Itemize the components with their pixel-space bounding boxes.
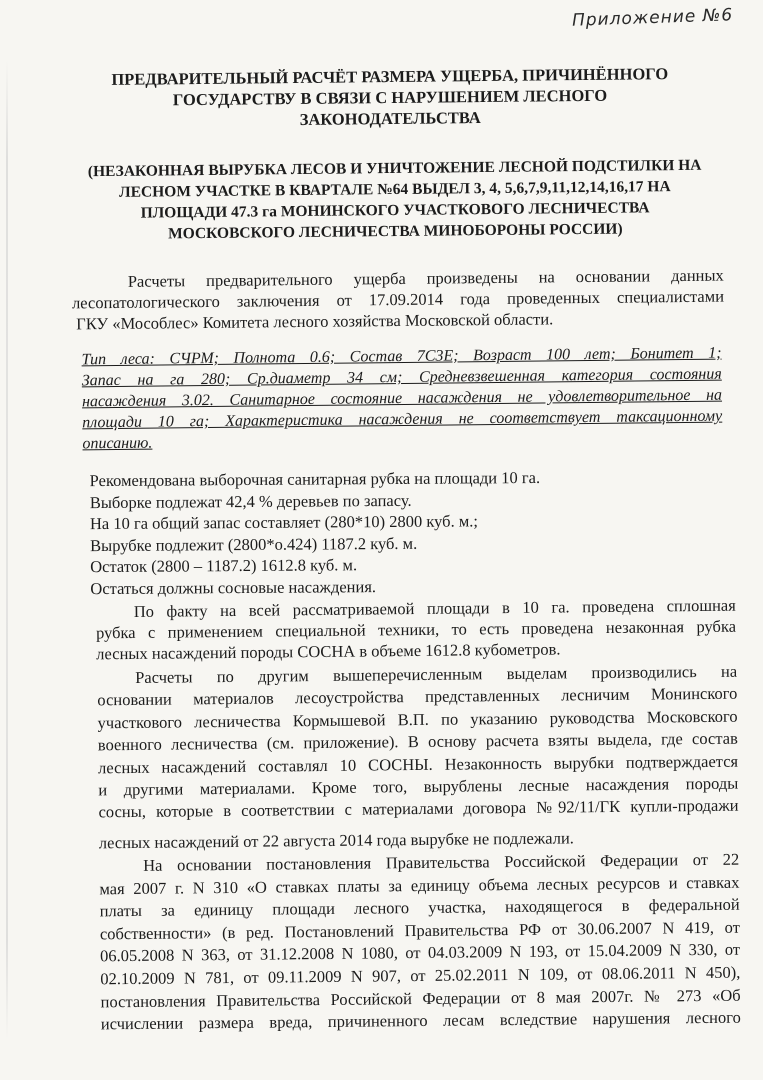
basis-paragraph (99, 849, 741, 1036)
scan-edge-artifact (6, 60, 8, 1040)
subtitle-line: ПЛОЩАДИ 47.3 га МОНИНСКОГО УЧАСТКОВОГО ЛЕСНИЧЕСТВА (140, 199, 650, 222)
list-item: Рекомендована выборочная санитарная рубка на площади 10 га. (89, 467, 541, 491)
forest-line: Тип леса: СЧРМ; Полнота 0.6; Состав 7С3Е; Возраст 100 лет; Бонитет 1; (81, 344, 722, 369)
intro-paragraph (72, 265, 725, 335)
list-item: На 10 га общий запас составляет (280*10) 2800 куб. м.; (89, 511, 479, 534)
paragraph-line: постановления Правительства Российской Федерации от 8 мая 2007г. № 273 «Об (100, 985, 741, 1011)
subtitle-line: МОСКОВСКОГО ЛЕСНИЧЕСТВА МИНОБОРОНЫ РОССИИ) (167, 220, 623, 243)
title-line: ПРЕДВАРИТЕЛЬНЫЙ РАСЧЁТ РАЗМЕРА УЩЕРБА, ПРИЧИНЁННОГО (111, 64, 669, 89)
paragraph-line: лесных насаждений от 22 августа 2014 года вырубке не подлежали. (98, 828, 574, 853)
title-line: ЗАКОНОДАТЕЛЬСТВА (299, 108, 481, 129)
forest-line: площади 10 га; Характеристика насаждения не соответствует таксационному (82, 407, 723, 432)
paragraph-line: собственности» (в ред. Постановлений Правительства РФ от 30.06.2007 N 419, от (99, 917, 740, 944)
calc-paragraph (97, 661, 739, 855)
calculation-list (90, 466, 691, 599)
subtitle-line: (НЕЗАКОННАЯ ВЫРУБКА ЛЕСОВ И УНИЧТОЖЕНИЕ ЛЕСНОЙ ПОДСТИЛКИ НА (87, 156, 702, 181)
paragraph-line: сосны, которые в соответствии с материалами договора №92/11/ГК купли-продажи (98, 796, 739, 822)
paragraph-line: участкового лесничества Кормышевой В.П. по указанию руководства Московского (97, 706, 738, 733)
title-line: ГОСУДАРСТВУ В СВЯЗИ С НАРУШЕНИЕМ ЛЕСНОГО (172, 85, 608, 110)
subtitle-line: ЛЕСНОМ УЧАСТКЕ В КВАРТАЛЕ №64 ВЫДЕЛ 3, 4, 5,6,7,9,11,12,14,16,17 НА (119, 178, 671, 201)
paragraph-line: лесопатологического заключения от 17.09.2014 года проведенных специалистами (71, 286, 725, 313)
forest-line: насаждения 3.02. Санитарное состояние насаждения не удовлетворительное на (81, 386, 723, 411)
paragraph-line: ГКУ «Мособлес» Комитета лесного хозяйства Московской области. (76, 309, 554, 334)
paragraph-line: 02.10.2009 N 781, от 09.11.2009 N 907, от 25.02.2011 N 109, от 08.06.2011 N 450), (100, 962, 741, 989)
forest-line: Запас на га 280; Ср.диаметр 34 см; Средневзвешенная категория состояния (81, 365, 722, 390)
fact-paragraph (96, 595, 737, 665)
paragraph-line: мая 2007 г. N 310 «О ставках платы за единицу объема лесных ресурсов и ставках (99, 872, 740, 898)
paragraph-line: Расчеты по другим вышеперечисленным выделам производились на (135, 661, 738, 687)
paragraph-line: и другими материалами. Кроме того, вырублены лесные насаждения породы (98, 773, 739, 800)
list-item: Остаток (2800 – 1187.2) 1612.8 куб. м. (90, 555, 358, 577)
paragraph-line: основании материалов лесоустройства представленных лесничим Монинского (97, 684, 738, 710)
paragraph-line: исчислении размера вреда, причиненного лесам вследствие нарушения лесного (100, 1007, 741, 1034)
document-subtitle (70, 155, 721, 246)
paragraph-line: На основании постановления Правительства Российской Федерации от 22 (143, 849, 740, 875)
paragraph-line: платы за единицу площади лесного участка, находящегося в федеральной (99, 894, 740, 921)
document-title (60, 63, 721, 133)
list-item: Вырубке подлежит (2800*о.424) 1187.2 куб. м. (90, 533, 418, 555)
paragraph-line: 06.05.2008 N 363, от 31.12.2008 N 1080, от 04.03.2009 N 193, от 15.04.2009 N 330, от (100, 940, 741, 966)
list-item: Остаться должны сосновые насаждения. (90, 576, 377, 598)
forest-line: описанию. (82, 434, 153, 453)
annex-label: Приложение №6 (571, 5, 734, 31)
paragraph-line: рубка с применением специальной техники, то есть проведена незаконная рубка (95, 616, 737, 643)
list-item: Выборке подлежат 42,4 % деревьев по запасу. (89, 490, 412, 512)
paragraph-line: лесных насаждений составлял 10 СОСНЫ. Незаконность вырубки подтверждается (97, 751, 739, 777)
paragraph-line: военного лесничества (см. приложение). В основу расчета взяты выдела, где состав (97, 728, 738, 755)
paragraph-line: По факту на всей рассматриваемой площади в 10 га. проведена сплошная (133, 595, 736, 621)
paragraph-line: Расчеты предварительного ущерба произведены на основании данных (127, 265, 724, 291)
paragraph-line: лесных насаждений породы СОСНА в объеме 1612.8 кубометров. (96, 639, 561, 664)
forest-characteristics (81, 343, 722, 455)
